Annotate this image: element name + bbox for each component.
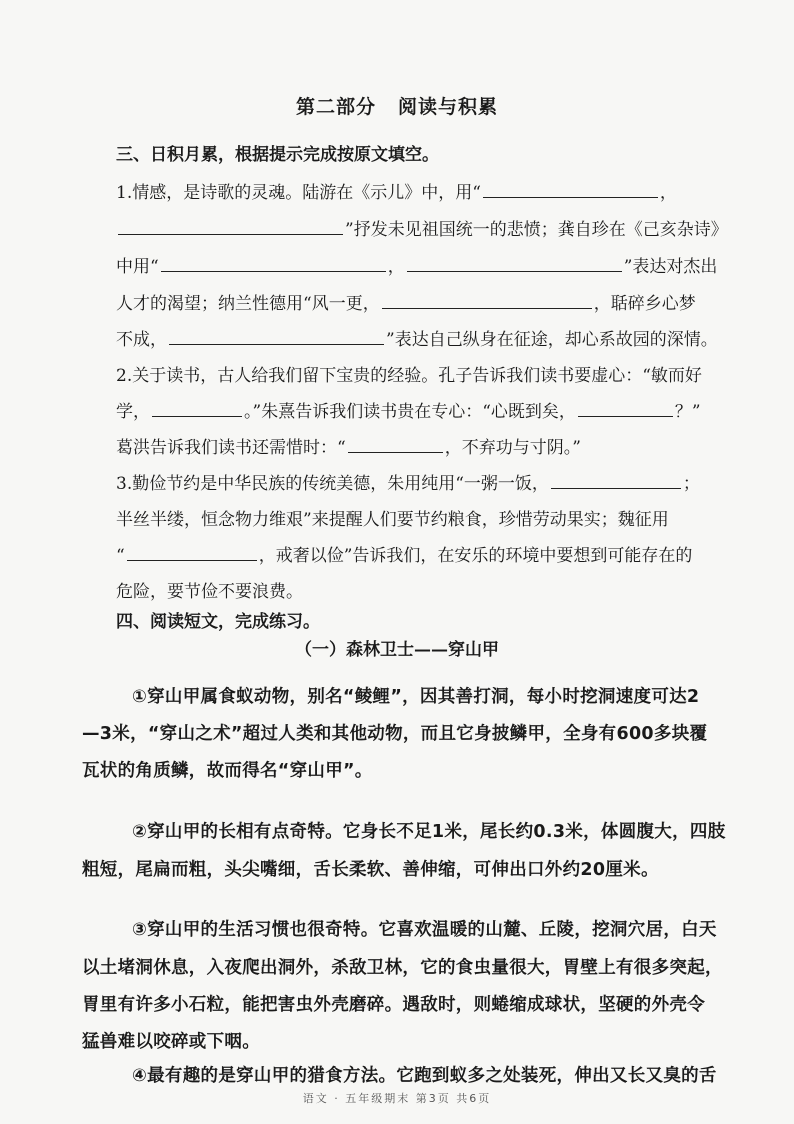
fill-blank[interactable]: [127, 546, 257, 561]
passage-line: ③穿山甲的生活习惯也很奇特。它喜欢温暖的山麓、丘陵，挖洞穴居，白天: [132, 920, 717, 940]
passage-line: 胃里有许多小石粒，能把害虫外壳磨碎。遇敌时，则蜷缩成球状，坚硬的外壳令: [82, 995, 705, 1015]
q3-text: ”表达自己纵身在征途，却心系故园的深情。: [386, 330, 718, 350]
q3-text: 中用“: [116, 257, 159, 277]
question-3-heading: 三、日积月累，根据提示完成按原文填空。: [116, 145, 439, 165]
q3-line-1: [116, 178, 677, 203]
fill-blank[interactable]: [161, 257, 386, 272]
passage-line: ④最有趣的是穿山甲的猎食方法。它跑到蚁多之处装死，伸出又长又臭的舌: [132, 1066, 717, 1086]
fill-blank[interactable]: [118, 220, 343, 235]
q3-text: 2.关于读书，古人给我们留下宝贵的经验。孔子告诉我们读书要虚心：“敏而好: [116, 366, 702, 386]
q3-line-4: [116, 289, 696, 314]
fill-blank[interactable]: [551, 474, 681, 489]
q3-line-10: [116, 505, 669, 530]
q3-text: 危险，要节俭不要浪费。: [116, 582, 303, 602]
section-name: 阅读与积累: [398, 96, 499, 118]
passage-line: 瓦状的角质鳞，故而得名“穿山甲”。: [82, 761, 373, 781]
q3-line-5: [116, 325, 718, 350]
q3-text: 1.情感，是诗歌的灵魂。陆游在《示儿》中，用“: [116, 183, 481, 203]
q3-text: 。”朱熹告诉我们读书贵在专心：“心既到矣，: [244, 402, 576, 422]
q3-text: ；: [682, 474, 700, 494]
q3-text: ，戒奢以俭”告诉我们，在安乐的环境中要想到可能存在的: [258, 546, 693, 566]
passage-line: 猛兽难以咬碎或下咽。: [82, 1032, 260, 1052]
passage-title: （一）森林卫士——穿山甲: [295, 640, 499, 660]
passage-line: 粗短，尾扁而粗，头尖嘴细，舌长柔软、善伸缩，可伸出口外约20厘米。: [82, 860, 659, 880]
section-part: 第二部分: [295, 96, 376, 118]
fill-blank[interactable]: [169, 330, 384, 345]
q3-text: 3.勤俭节约是中华民族的传统美德，朱用纯用“一粥一饭，: [116, 474, 549, 494]
fill-blank[interactable]: [483, 183, 658, 198]
passage-line: 以土堵洞休息，入夜爬出洞外，杀敌卫林，它的食虫量很大，胃壁上有很多突起，: [82, 958, 723, 978]
q3-text: 半丝半缕，恒念物力维艰”来提醒人们要节约粮食，珍惜劳动果实；魏征用: [116, 510, 669, 530]
q3-text: ”表达对杰出: [623, 257, 718, 277]
q3-text: ”抒发未见祖国统一的悲愤；龚自珍在《己亥杂诗》: [345, 220, 728, 240]
q3-text: 学，: [116, 402, 150, 422]
fill-blank[interactable]: [152, 402, 242, 417]
fill-blank[interactable]: [348, 438, 443, 453]
q3-text: ，聒碎乡心梦: [593, 294, 696, 314]
passage-line: ②穿山甲的长相有点奇特。它身长不足1米，尾长约0.3米，体圆腹大，四肢: [132, 822, 726, 842]
q3-line-2: [116, 215, 728, 240]
q3-text: “: [116, 546, 125, 566]
q3-line-12: [116, 577, 303, 602]
fill-blank[interactable]: [407, 257, 622, 272]
q3-text: ，不弃功与寸阴。”: [444, 438, 581, 458]
q3-line-11: [116, 541, 692, 566]
q3-line-9: [116, 469, 700, 494]
q3-line-8: [116, 433, 581, 458]
question-4-heading: 四、阅读短文，完成练习。: [116, 612, 320, 632]
fill-blank[interactable]: [382, 294, 592, 309]
fill-blank[interactable]: [578, 402, 673, 417]
q3-text: 葛洪告诉我们读书还需惜时：“: [116, 438, 346, 458]
q3-text: ，: [387, 257, 405, 277]
q3-line-6: [116, 361, 702, 386]
page-footer: 语文 · 五年级期末 第3页 共6页: [302, 1092, 492, 1105]
q3-text: ？”: [674, 402, 701, 422]
q3-text: 不成，: [116, 330, 167, 350]
passage-line: —3米，“穿山之术”超过人类和其他动物，而且它身披鳞甲，全身有600多块覆: [82, 724, 708, 744]
passage-line: ①穿山甲属食蚁动物，别名“鲮鲤”，因其善打洞，每小时挖洞速度可达2: [132, 687, 700, 707]
q3-text: 人才的渴望；纳兰性德用“风一更，: [116, 294, 380, 314]
q3-line-3: [116, 252, 717, 277]
section-title: [0, 92, 794, 119]
q3-text: ，: [659, 183, 677, 203]
q3-line-7: [116, 397, 701, 422]
